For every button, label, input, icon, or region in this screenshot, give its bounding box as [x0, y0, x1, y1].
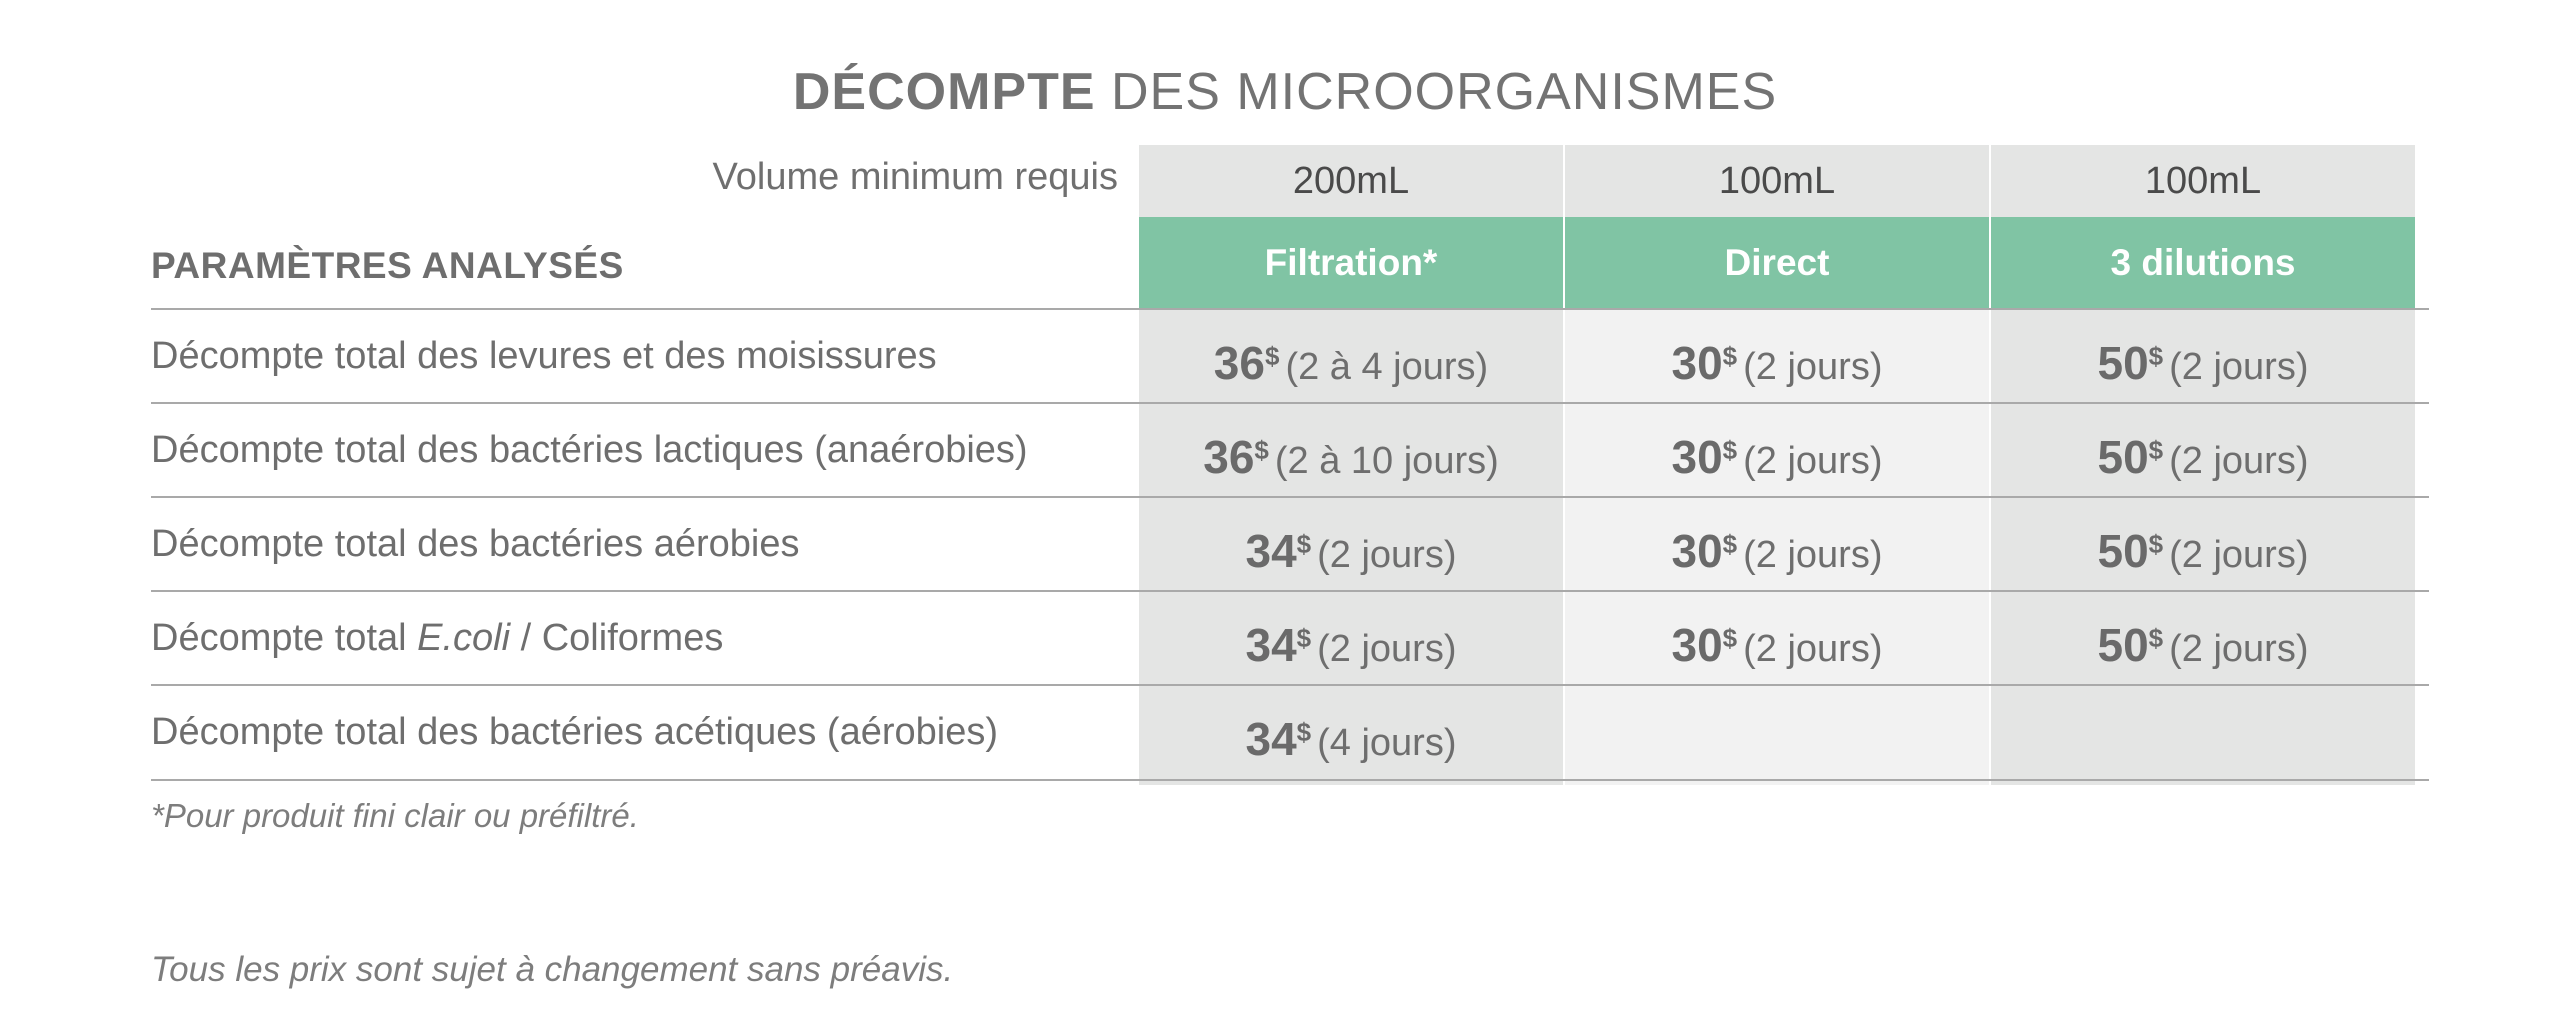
title-rest: DES MICROORGANISMES: [1110, 63, 1778, 121]
price-value: 34: [1245, 619, 1297, 671]
row-label-italic: E.coli: [417, 617, 511, 659]
delay-text: (2 jours): [1317, 534, 1457, 576]
row-label: Décompte total des levures et des moisissures: [151, 335, 937, 377]
price-value: 34: [1245, 713, 1297, 765]
price-value: 30: [1671, 337, 1723, 389]
price-value: 50: [2097, 337, 2149, 389]
table-cell: [1139, 497, 1563, 592]
table-cell: [1139, 685, 1563, 780]
delay-text: (2 jours): [1743, 628, 1883, 670]
delay-text: (2 jours): [1743, 440, 1883, 482]
price-value: 30: [1671, 431, 1723, 483]
currency-symbol: $: [1296, 529, 1312, 559]
currency-symbol: $: [1264, 341, 1280, 371]
column-1-volume: 200mL: [1139, 145, 1563, 217]
price-value: 34: [1245, 525, 1297, 577]
currency-symbol: $: [1722, 341, 1738, 371]
currency-symbol: $: [2148, 529, 2164, 559]
row-label: Décompte total des bactéries acétiques (aérobies): [151, 711, 999, 753]
delay-text: (2 jours): [1743, 346, 1883, 388]
price-value: 50: [2097, 431, 2149, 483]
delay-text: (4 jours): [1317, 722, 1457, 764]
price-value: 30: [1671, 619, 1723, 671]
table-cell: [1139, 591, 1563, 686]
params-label: PARAMÈTRES ANALYSÉS: [151, 245, 624, 286]
title-bold: DÉCOMPTE: [792, 63, 1096, 121]
volume-label: Volume minimum requis: [712, 156, 1118, 198]
table-cell: [1991, 309, 2415, 404]
currency-symbol: $: [1722, 529, 1738, 559]
currency-symbol: $: [2148, 623, 2164, 653]
table-cell: [1565, 403, 1989, 498]
table-cell: [1565, 309, 1989, 404]
page-title: [0, 62, 2550, 122]
row-label: Décompte total des bactéries aérobies: [151, 523, 800, 565]
table-cell: [1565, 497, 1989, 592]
column-3-volume: 100mL: [1991, 145, 2415, 217]
delay-text: (2 jours): [2169, 346, 2309, 388]
column-3-method: 3 dilutions: [1991, 217, 2415, 309]
row-label: Décompte total des bactéries lactiques (anaérobies): [151, 429, 1028, 471]
delay-text: (2 à 4 jours): [1285, 346, 1489, 388]
delay-text: (2 jours): [1743, 534, 1883, 576]
currency-symbol: $: [1254, 435, 1269, 465]
currency-symbol: $: [2148, 435, 2164, 465]
table-cell: [1991, 497, 2415, 592]
currency-symbol: $: [2148, 341, 2164, 371]
row-label-suffix: / Coliformes: [510, 617, 724, 659]
delay-text: (2 à 10 jours): [1274, 440, 1499, 482]
currency-symbol: $: [1722, 623, 1738, 653]
table-cell: [1565, 591, 1989, 686]
price-value: 36: [1213, 337, 1265, 389]
footnote: *Pour produit fini clair ou préfiltré.: [151, 797, 639, 834]
column-2-method: Direct: [1565, 217, 1989, 309]
price-value: 50: [2097, 525, 2149, 577]
price-value: 30: [1671, 525, 1723, 577]
delay-text: (2 jours): [1317, 628, 1457, 670]
delay-text: (2 jours): [2169, 440, 2309, 482]
price-value: 50: [2097, 619, 2149, 671]
row-label: [151, 591, 723, 686]
table-cell: [1139, 403, 1563, 498]
delay-text: (2 jours): [2169, 628, 2309, 670]
disclaimer: Tous les prix sont sujet à changement sans préavis.: [151, 950, 954, 989]
row-label-prefix: Décompte total: [151, 617, 418, 659]
currency-symbol: $: [1722, 435, 1738, 465]
table-cell: [1139, 309, 1563, 404]
currency-symbol: $: [1296, 717, 1312, 747]
table-cell: [1991, 403, 2415, 498]
column-1-method: Filtration*: [1139, 217, 1563, 309]
table-cell: [1991, 591, 2415, 686]
delay-text: (2 jours): [2169, 534, 2309, 576]
currency-symbol: $: [1296, 623, 1312, 653]
column-2-volume: 100mL: [1565, 145, 1989, 217]
price-value: 36: [1203, 431, 1255, 483]
